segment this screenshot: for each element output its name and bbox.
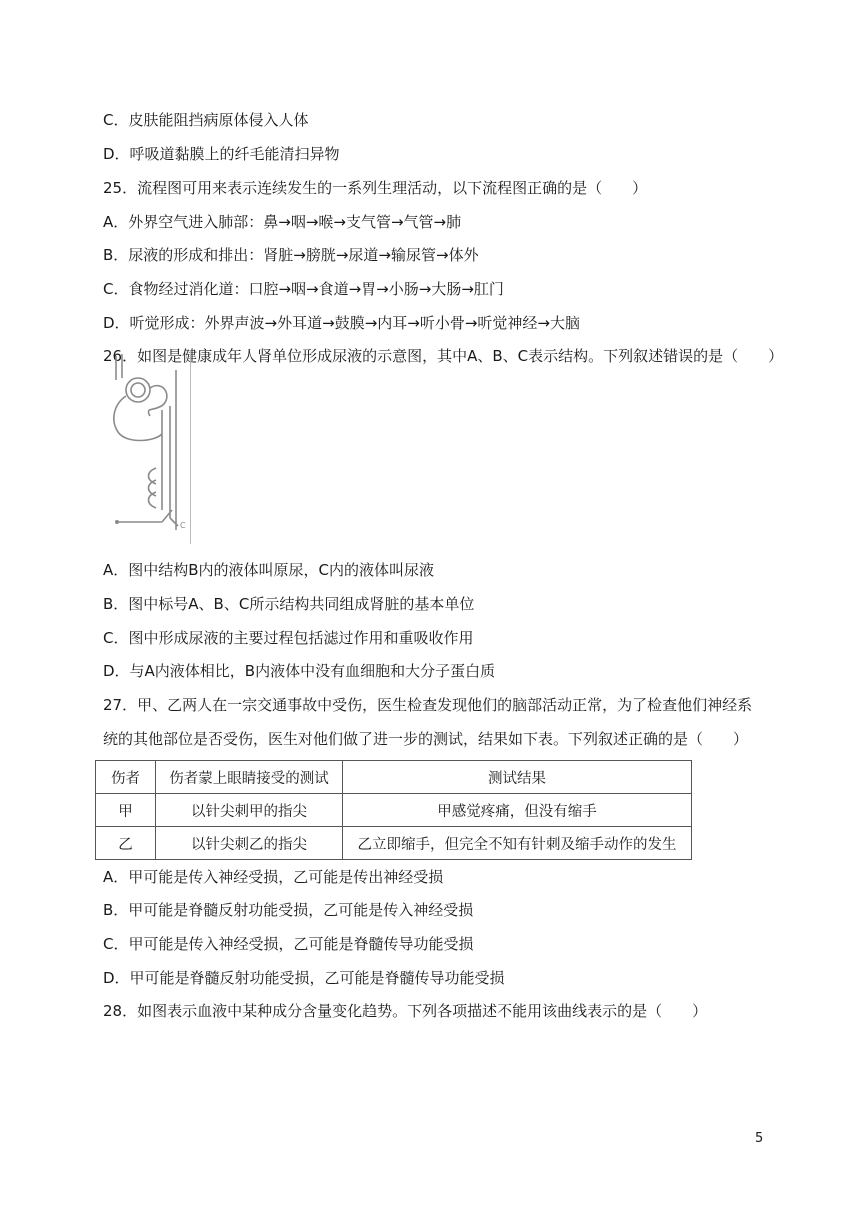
header-test: 伤者蒙上眼睛接受的测试 xyxy=(156,761,343,794)
table-row xyxy=(96,827,692,860)
option-26c: C．图中形成尿液的主要过程包括滤过作用和重吸收作用 xyxy=(103,629,474,647)
header-injured: 伤者 xyxy=(96,761,156,794)
option-27b: B．甲可能是脊髓反射功能受损，乙可能是传入神经受损 xyxy=(103,901,474,919)
nephron-diagram-icon xyxy=(100,350,190,544)
option-27d: D．甲可能是脊髓反射功能受损，乙可能是脊髓传导功能受损 xyxy=(103,969,505,987)
cell-result: 乙立即缩手，但完全不知有针刺及缩手动作的发生 xyxy=(343,827,692,860)
question-25: 25．流程图可用来表示连续发生的一系列生理活动，以下流程图正确的是（ ） xyxy=(103,179,648,197)
cell-person: 甲 xyxy=(96,794,156,827)
table-header-row xyxy=(96,761,692,794)
option-26a: A．图中结构B内的液体叫原尿，C内的液体叫尿液 xyxy=(103,561,435,579)
cell-test: 以针尖刺乙的指尖 xyxy=(156,827,343,860)
question-26: 26．如图是健康成年人肾单位形成尿液的示意图，其中A、B、C表示结构。下列叙述错误的是（ ） xyxy=(103,347,784,365)
question-28: 28．如图表示血液中某种成分含量变化趋势。下列各项描述不能用该曲线表示的是（ ） xyxy=(103,1002,708,1020)
cell-person: 乙 xyxy=(96,827,156,860)
header-result: 测试结果 xyxy=(343,761,692,794)
cell-test: 以针尖刺甲的指尖 xyxy=(156,794,343,827)
option-25d: D．听觉形成：外界声波→外耳道→鼓膜→内耳→听小骨→听觉神经→大脑 xyxy=(103,314,580,332)
question-27-line-2: 统的其他部位是否受伤，医生对他们做了进一步的测试，结果如下表。下列叙述正确的是（ ） xyxy=(103,730,749,748)
option-26d: D．与A内液体相比，B内液体中没有血细胞和大分子蛋白质 xyxy=(103,662,496,680)
nephron-figure xyxy=(100,350,191,544)
page-number: 5 xyxy=(755,1131,764,1146)
test-results-table xyxy=(95,760,692,860)
question-27-line-1: 27．甲、乙两人在一宗交通事故中受伤，医生检查发现他们的脑部活动正常，为了检查他们神经系 xyxy=(103,696,753,714)
option-25c: C．食物经过消化道：口腔→咽→食道→胃→小肠→大肠→肛门 xyxy=(103,280,504,298)
option-27c: C．甲可能是传入神经受损，乙可能是脊髓传导功能受损 xyxy=(103,935,474,953)
option-25b: B．尿液的形成和排出：肾脏→膀胱→尿道→输尿管→体外 xyxy=(103,246,479,264)
figure-label-c: C xyxy=(180,521,186,530)
option-25a: A．外界空气进入肺部：鼻→咽→喉→支气管→气管→肺 xyxy=(103,213,462,231)
option-27a: A．甲可能是传入神经受损，乙可能是传出神经受损 xyxy=(103,868,444,886)
table-row xyxy=(96,794,692,827)
option-24c: C．皮肤能阻挡病原体侵入人体 xyxy=(103,111,309,129)
option-24d: D．呼吸道黏膜上的纤毛能清扫异物 xyxy=(103,145,340,163)
option-26b: B．图中标号A、B、C所示结构共同组成肾脏的基本单位 xyxy=(103,595,475,613)
cell-result: 甲感觉疼痛，但没有缩手 xyxy=(343,794,692,827)
